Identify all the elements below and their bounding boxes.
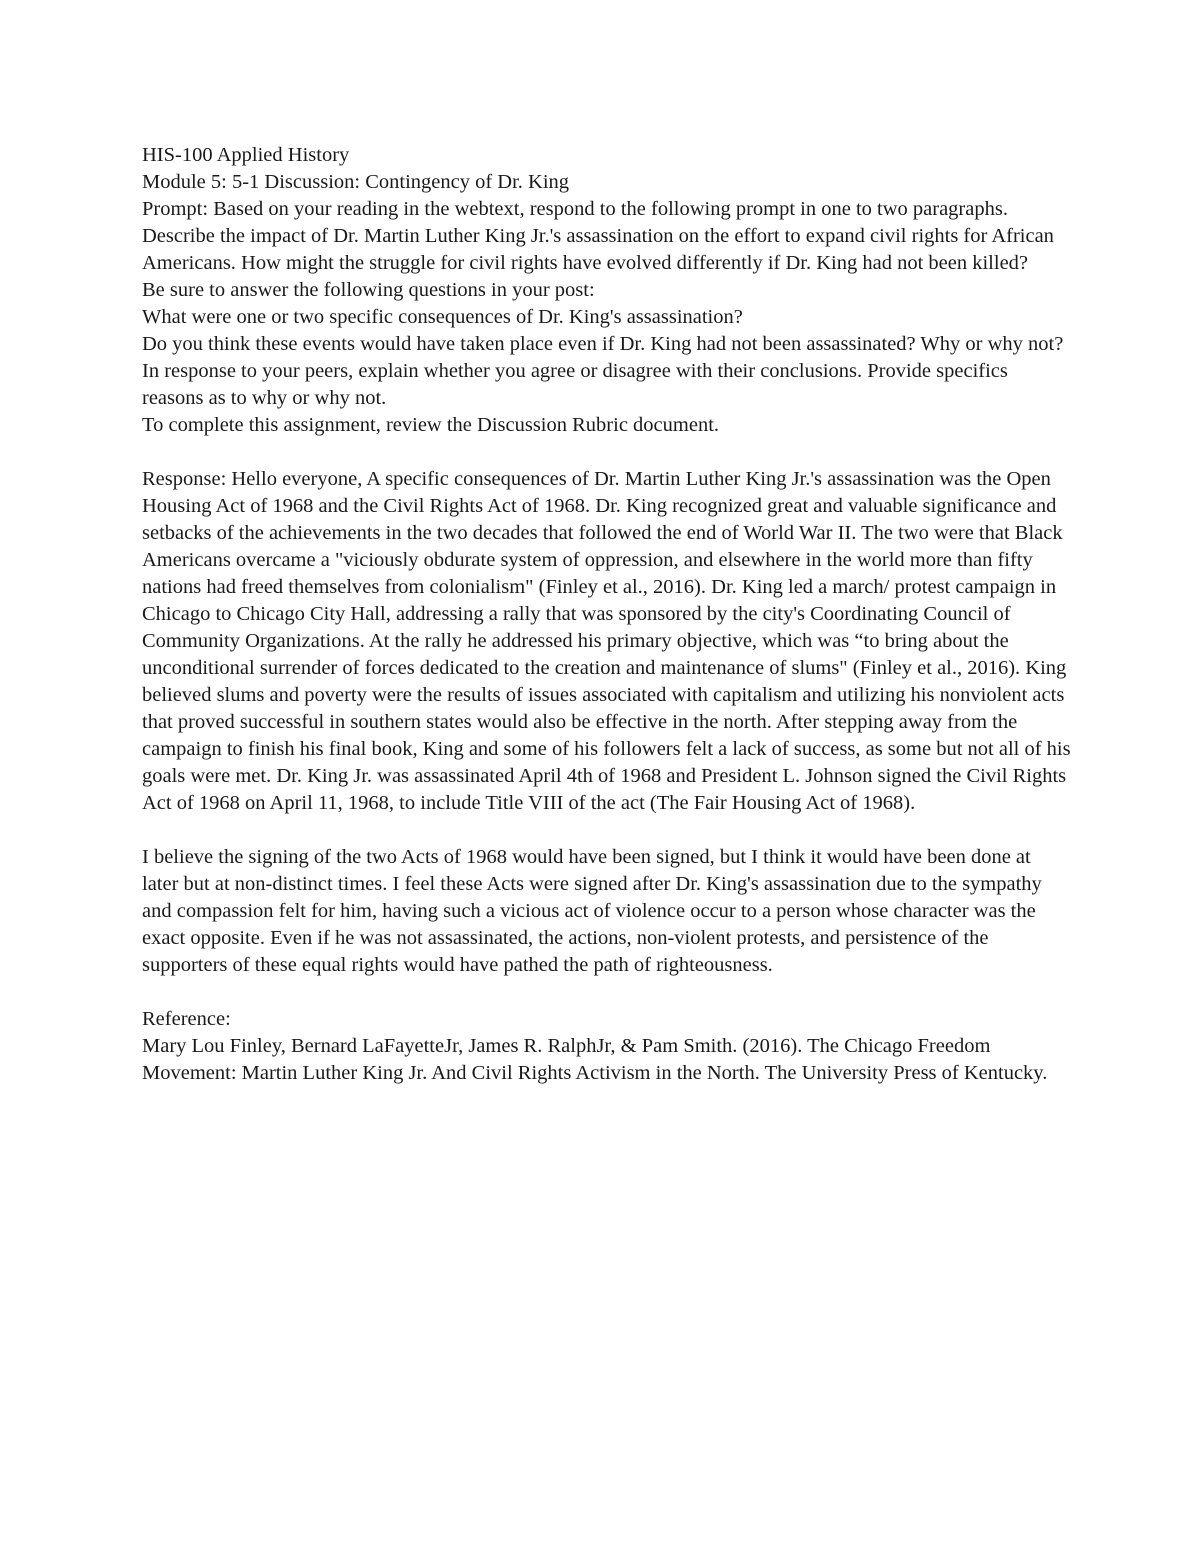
course-title: HIS-100 Applied History [142, 144, 350, 166]
module-title: Module 5: 5-1 Discussion: Contingency of Dr. King [142, 171, 570, 193]
spacer [142, 439, 1072, 466]
reference-heading: Reference: [142, 1008, 231, 1030]
prompt-question-1: What were one or two specific consequences of Dr. King's assassination? [142, 306, 743, 328]
prompt-be-sure: Be sure to answer the following questions in your post: [142, 279, 595, 301]
spacer [142, 979, 1072, 1006]
document-page [142, 142, 1076, 1087]
prompt-question-2: Do you think these events would have taken place even if Dr. King had not been assassinated? Why or why not? [142, 333, 1064, 355]
response-paragraph-2: I believe the signing of the two Acts of 1968 would have been signed, but I think it would have been done at later but at non-distinct times. I feel these Acts were signed after Dr. King's assassination due to the sympathy and compassion felt for him, having such a vicious act of violence occur to a person whose character was the exact opposite. Even if he was not assassinated, the actions, non-violent protests, and persistence of the supporters of these equal rights would have pathed the path of righteousness. [142, 846, 1047, 976]
prompt-rubric: To complete this assignment, review the Discussion Rubric document. [142, 414, 720, 436]
response-paragraph-1: Response: Hello everyone, A specific consequences of Dr. Martin Luther King Jr.'s assassination was the Open Housing Act of 1968 and the Civil Rights Act of 1968. Dr. King recognized great and valuable significance and setbacks of the achievements in the two decades that followed the end of World War II. The two were that Black Americans overcame a "viciously obdurate system of oppression, and elsewhere in the world more than fifty nations had freed themselves from colonialism" (Finley et al., 2016). Dr. King led a march/ protest campaign in Chicago to Chicago City Hall, addressing a rally that was sponsored by the city's Coordinating Council of Community Organizations. At the rally he addressed his primary objective, which was “to bring about the unconditional surrender of forces dedicated to the creation and maintenance of slums" (Finley et al., 2016). King believed slums and poverty were the results of issues associated with capitalism and utilizing his nonviolent acts that proved successful in southern states would also be effective in the north. After stepping away from the campaign to finish his final book, King and some of his followers felt a lack of success, as some but not all of his goals were met. Dr. King Jr. was assassinated April 4th of 1968 and President L. Johnson signed the Civil Rights Act of 1968 on April 11, 1968, to include Title VIII of the act (The Fair Housing Act of 1968). [142, 468, 1076, 814]
prompt-intro: Prompt: Based on your reading in the webtext, respond to the following prompt in one to two paragraphs. [142, 198, 1008, 220]
spacer [142, 817, 1072, 844]
prompt-describe: Describe the impact of Dr. Martin Luther King Jr.'s assassination on the effort to expand civil rights for African Americans. How might the struggle for civil rights have evolved differently if Dr. King had not been killed? [142, 225, 1058, 274]
reference-citation: Mary Lou Finley, Bernard LaFayetteJr, James R. RalphJr, & Pam Smith. (2016). The Chicago Freedom Movement: Martin Luther King Jr. And Civil Rights Activism in the North. The University Press of Kentucky. [142, 1035, 1048, 1084]
prompt-peers: In response to your peers, explain whether you agree or disagree with their conclusions. Provide specifics reasons as to why or why not. [142, 360, 1013, 409]
